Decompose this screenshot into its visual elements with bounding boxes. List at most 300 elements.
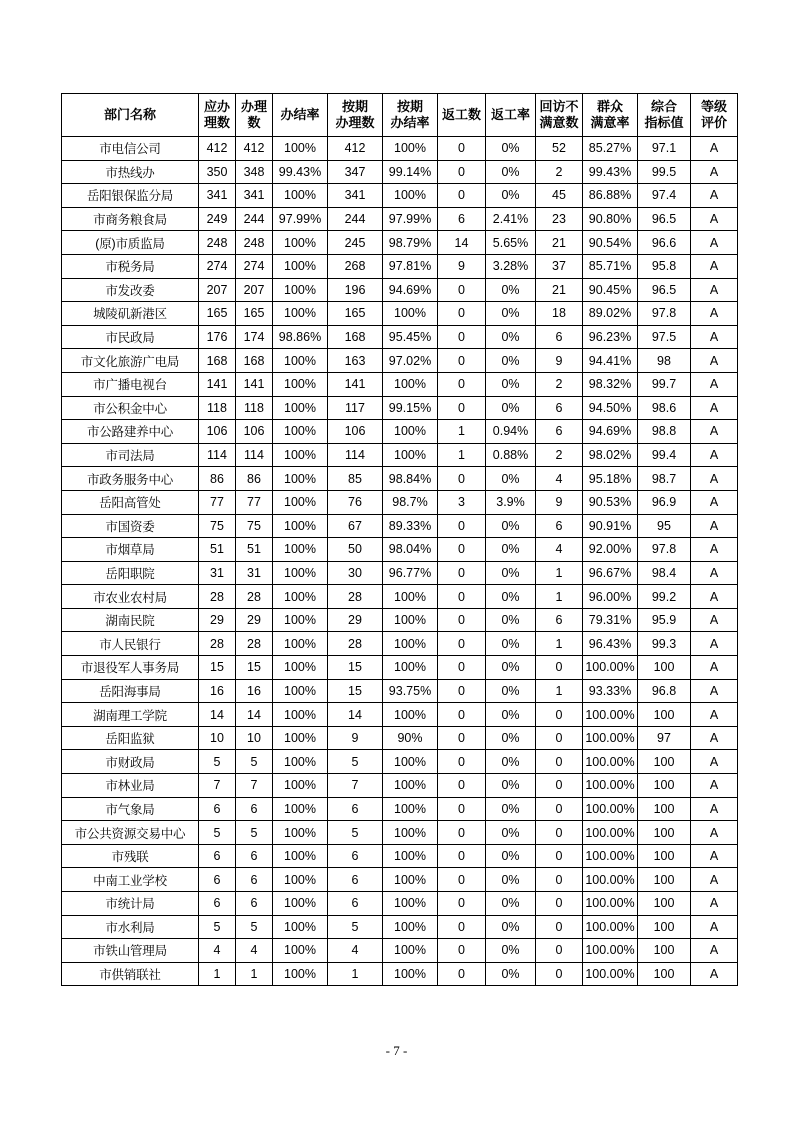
table-cell: 0 bbox=[438, 868, 486, 892]
table-cell: 79.31% bbox=[583, 608, 638, 632]
table-cell: 207 bbox=[236, 278, 273, 302]
table-cell: 341 bbox=[236, 184, 273, 208]
table-cell: 0 bbox=[536, 656, 583, 680]
table-row bbox=[62, 892, 738, 916]
table-cell: 0 bbox=[438, 892, 486, 916]
table-cell: 0 bbox=[438, 278, 486, 302]
table-cell: 93.33% bbox=[583, 679, 638, 703]
table-header-row bbox=[62, 94, 738, 137]
table-cell: 106 bbox=[236, 420, 273, 444]
table-cell: 6 bbox=[199, 868, 236, 892]
table-cell: 0 bbox=[438, 962, 486, 986]
table-cell: 100% bbox=[273, 962, 328, 986]
department-name-cell: 市烟草局 bbox=[62, 538, 199, 562]
table-cell: 0 bbox=[438, 608, 486, 632]
table-cell: 16 bbox=[199, 679, 236, 703]
column-header bbox=[383, 94, 438, 137]
table-row bbox=[62, 443, 738, 467]
column-header bbox=[691, 94, 738, 137]
column-header-line: 办理数 bbox=[335, 115, 375, 130]
column-header bbox=[328, 94, 383, 137]
table-cell: 0 bbox=[536, 821, 583, 845]
table-cell: 100% bbox=[383, 656, 438, 680]
table-cell: 0 bbox=[536, 750, 583, 774]
table-cell: 0% bbox=[486, 962, 536, 986]
table-cell: A bbox=[691, 231, 738, 255]
table-cell: 7 bbox=[199, 774, 236, 798]
table-cell: 0 bbox=[438, 538, 486, 562]
table-cell: A bbox=[691, 561, 738, 585]
table-cell: 0 bbox=[536, 939, 583, 963]
table-cell: A bbox=[691, 585, 738, 609]
table-row bbox=[62, 726, 738, 750]
table-cell: 100% bbox=[273, 608, 328, 632]
table-row bbox=[62, 750, 738, 774]
department-name-cell: 市商务粮食局 bbox=[62, 207, 199, 231]
table-cell: 100% bbox=[383, 184, 438, 208]
table-cell: 100% bbox=[273, 231, 328, 255]
department-name-cell: 中南工业学校 bbox=[62, 868, 199, 892]
table-cell: A bbox=[691, 349, 738, 373]
table-row bbox=[62, 915, 738, 939]
table-cell: 4 bbox=[328, 939, 383, 963]
table-cell: 100% bbox=[273, 396, 328, 420]
table-cell: 3 bbox=[438, 490, 486, 514]
table-cell: 100% bbox=[273, 750, 328, 774]
table-cell: 347 bbox=[328, 160, 383, 184]
table-cell: 0% bbox=[486, 656, 536, 680]
table-cell: 96.9 bbox=[638, 490, 691, 514]
table-cell: 90% bbox=[383, 726, 438, 750]
department-name-cell: 市政务服务中心 bbox=[62, 467, 199, 491]
column-header-line: 指标值 bbox=[644, 115, 684, 130]
table-cell: 100.00% bbox=[583, 915, 638, 939]
table-cell: 0.94% bbox=[486, 420, 536, 444]
table-cell: 100% bbox=[383, 703, 438, 727]
table-cell: 98.02% bbox=[583, 443, 638, 467]
table-cell: 98 bbox=[638, 349, 691, 373]
table-cell: 6 bbox=[328, 797, 383, 821]
table-cell: 98.8 bbox=[638, 420, 691, 444]
table-cell: 95.18% bbox=[583, 467, 638, 491]
table-cell: 9 bbox=[536, 349, 583, 373]
column-header bbox=[536, 94, 583, 137]
table-cell: 412 bbox=[236, 137, 273, 161]
table-cell: A bbox=[691, 372, 738, 396]
table-cell: 348 bbox=[236, 160, 273, 184]
table-cell: 98.32% bbox=[583, 372, 638, 396]
table-row bbox=[62, 844, 738, 868]
table-cell: A bbox=[691, 868, 738, 892]
table-cell: A bbox=[691, 443, 738, 467]
table-cell: 0 bbox=[536, 797, 583, 821]
table-cell: 163 bbox=[328, 349, 383, 373]
table-cell: 100.00% bbox=[583, 774, 638, 798]
table-cell: 0% bbox=[486, 137, 536, 161]
table-cell: 6 bbox=[536, 608, 583, 632]
table-row bbox=[62, 231, 738, 255]
table-cell: 0 bbox=[438, 302, 486, 326]
table-cell: 5 bbox=[328, 915, 383, 939]
table-cell: 98.86% bbox=[273, 325, 328, 349]
table-cell: 96.67% bbox=[583, 561, 638, 585]
table-cell: 0% bbox=[486, 632, 536, 656]
table-cell: 165 bbox=[199, 302, 236, 326]
table-cell: 196 bbox=[328, 278, 383, 302]
table-cell: 100% bbox=[383, 821, 438, 845]
table-cell: 100 bbox=[638, 656, 691, 680]
table-cell: 0% bbox=[486, 538, 536, 562]
column-header-line: 群众 bbox=[596, 99, 623, 114]
table-cell: 100% bbox=[273, 349, 328, 373]
table-cell: 0 bbox=[438, 396, 486, 420]
column-header-line: 返工率 bbox=[490, 107, 530, 122]
table-cell: A bbox=[691, 302, 738, 326]
column-header-line: 部门名称 bbox=[103, 107, 156, 122]
table-cell: 100% bbox=[273, 467, 328, 491]
department-name-cell: 城陵矶新港区 bbox=[62, 302, 199, 326]
table-cell: 100% bbox=[273, 514, 328, 538]
table-cell: 21 bbox=[536, 231, 583, 255]
table-cell: 274 bbox=[199, 254, 236, 278]
table-cell: 100 bbox=[638, 703, 691, 727]
department-name-cell: 市退役军人事务局 bbox=[62, 656, 199, 680]
table-row bbox=[62, 868, 738, 892]
table-cell: 118 bbox=[199, 396, 236, 420]
table-cell: 97.5 bbox=[638, 325, 691, 349]
table-row bbox=[62, 538, 738, 562]
table-cell: 10 bbox=[236, 726, 273, 750]
table-cell: A bbox=[691, 396, 738, 420]
table-cell: 0 bbox=[438, 656, 486, 680]
table-cell: 100% bbox=[273, 915, 328, 939]
table-cell: 15 bbox=[328, 656, 383, 680]
table-cell: 98.4 bbox=[638, 561, 691, 585]
department-name-cell: 湖南理工学院 bbox=[62, 703, 199, 727]
table-row bbox=[62, 561, 738, 585]
table-cell: 3.9% bbox=[486, 490, 536, 514]
table-cell: A bbox=[691, 184, 738, 208]
table-cell: 52 bbox=[536, 137, 583, 161]
table-cell: 100% bbox=[273, 726, 328, 750]
table-cell: 0 bbox=[438, 467, 486, 491]
table-cell: 0 bbox=[438, 372, 486, 396]
table-cell: A bbox=[691, 656, 738, 680]
table-cell: 100% bbox=[383, 372, 438, 396]
table-cell: 0 bbox=[438, 514, 486, 538]
table-cell: 0% bbox=[486, 325, 536, 349]
table-cell: 100.00% bbox=[583, 939, 638, 963]
table-cell: 6 bbox=[328, 892, 383, 916]
table-cell: 85 bbox=[328, 467, 383, 491]
table-cell: 90.53% bbox=[583, 490, 638, 514]
table-cell: 0% bbox=[486, 939, 536, 963]
table-cell: 100% bbox=[273, 302, 328, 326]
column-header-line: 回访不 bbox=[539, 99, 579, 114]
table-cell: 6 bbox=[236, 868, 273, 892]
table-cell: 100.00% bbox=[583, 797, 638, 821]
table-cell: 0 bbox=[438, 703, 486, 727]
table-cell: 2.41% bbox=[486, 207, 536, 231]
table-cell: 29 bbox=[199, 608, 236, 632]
page-number: - 7 - bbox=[385, 1043, 408, 1058]
table-cell: 15 bbox=[328, 679, 383, 703]
table-cell: 244 bbox=[236, 207, 273, 231]
table-cell: 0% bbox=[486, 608, 536, 632]
table-cell: 6 bbox=[236, 892, 273, 916]
table-cell: 100% bbox=[383, 797, 438, 821]
table-cell: 67 bbox=[328, 514, 383, 538]
table-cell: 0 bbox=[438, 184, 486, 208]
table-cell: 99.14% bbox=[383, 160, 438, 184]
department-name-cell: 湖南民院 bbox=[62, 608, 199, 632]
department-name-cell: 市公共资源交易中心 bbox=[62, 821, 199, 845]
table-cell: 114 bbox=[236, 443, 273, 467]
table-cell: 174 bbox=[236, 325, 273, 349]
table-cell: 51 bbox=[199, 538, 236, 562]
table-row bbox=[62, 396, 738, 420]
table-row bbox=[62, 372, 738, 396]
column-header bbox=[486, 94, 536, 137]
table-cell: 244 bbox=[328, 207, 383, 231]
table-cell: 0 bbox=[438, 349, 486, 373]
table-cell: 98.79% bbox=[383, 231, 438, 255]
table-cell: A bbox=[691, 278, 738, 302]
table-cell: 1 bbox=[328, 962, 383, 986]
department-name-cell: 市统计局 bbox=[62, 892, 199, 916]
table-cell: 0 bbox=[536, 774, 583, 798]
table-cell: 141 bbox=[199, 372, 236, 396]
table-cell: 100% bbox=[273, 372, 328, 396]
table-cell: 0% bbox=[486, 892, 536, 916]
table-cell: 28 bbox=[328, 585, 383, 609]
table-cell: 5 bbox=[199, 750, 236, 774]
table-cell: 0 bbox=[536, 892, 583, 916]
table-cell: 249 bbox=[199, 207, 236, 231]
table-cell: 0 bbox=[438, 561, 486, 585]
table-cell: 96.5 bbox=[638, 278, 691, 302]
table-cell: 37 bbox=[536, 254, 583, 278]
table-cell: 245 bbox=[328, 231, 383, 255]
table-row bbox=[62, 939, 738, 963]
table-cell: 86.88% bbox=[583, 184, 638, 208]
table-cell: 118 bbox=[236, 396, 273, 420]
table-cell: A bbox=[691, 962, 738, 986]
table-cell: A bbox=[691, 254, 738, 278]
table-row bbox=[62, 160, 738, 184]
table-cell: 86 bbox=[199, 467, 236, 491]
department-name-cell: 市财政局 bbox=[62, 750, 199, 774]
column-header-line: 综合 bbox=[650, 99, 677, 114]
table-cell: 268 bbox=[328, 254, 383, 278]
table-cell: 2 bbox=[536, 443, 583, 467]
table-cell: 248 bbox=[199, 231, 236, 255]
table-cell: 100% bbox=[383, 420, 438, 444]
table-cell: 0% bbox=[486, 585, 536, 609]
table-cell: 100% bbox=[383, 608, 438, 632]
table-cell: 98.04% bbox=[383, 538, 438, 562]
table-cell: 106 bbox=[328, 420, 383, 444]
table-cell: 0.88% bbox=[486, 443, 536, 467]
table-cell: 85.27% bbox=[583, 137, 638, 161]
table-cell: 0 bbox=[536, 726, 583, 750]
department-name-cell: 市文化旅游广电局 bbox=[62, 349, 199, 373]
table-cell: 0% bbox=[486, 396, 536, 420]
table-cell: 100% bbox=[273, 797, 328, 821]
column-header-line: 评价 bbox=[700, 115, 727, 130]
table-cell: A bbox=[691, 420, 738, 444]
table-cell: 29 bbox=[236, 608, 273, 632]
table-cell: 90.45% bbox=[583, 278, 638, 302]
table-cell: A bbox=[691, 137, 738, 161]
table-cell: 6 bbox=[536, 514, 583, 538]
table-cell: 1 bbox=[536, 585, 583, 609]
column-header-line: 办理 bbox=[240, 99, 267, 114]
table-cell: 28 bbox=[199, 632, 236, 656]
table-cell: 0 bbox=[438, 325, 486, 349]
table-cell: 341 bbox=[199, 184, 236, 208]
table-cell: 100% bbox=[383, 844, 438, 868]
table-cell: 2 bbox=[536, 372, 583, 396]
table-cell: 97.1 bbox=[638, 137, 691, 161]
table-cell: A bbox=[691, 160, 738, 184]
table-cell: 0 bbox=[536, 868, 583, 892]
table-cell: 168 bbox=[328, 325, 383, 349]
table-cell: 0% bbox=[486, 302, 536, 326]
table-cell: 5 bbox=[236, 915, 273, 939]
department-name-cell: 市热线办 bbox=[62, 160, 199, 184]
table-cell: 6 bbox=[536, 420, 583, 444]
table-cell: 100% bbox=[383, 750, 438, 774]
table-cell: 274 bbox=[236, 254, 273, 278]
table-cell: 97.99% bbox=[383, 207, 438, 231]
department-name-cell: 市气象局 bbox=[62, 797, 199, 821]
column-header-line: 按期 bbox=[396, 99, 423, 114]
table-cell: 0 bbox=[438, 821, 486, 845]
table-cell: 99.2 bbox=[638, 585, 691, 609]
department-name-cell: 市司法局 bbox=[62, 443, 199, 467]
table-cell: 94.69% bbox=[383, 278, 438, 302]
table-cell: 412 bbox=[199, 137, 236, 161]
table-cell: 100 bbox=[638, 962, 691, 986]
table-cell: 1 bbox=[199, 962, 236, 986]
table-cell: 117 bbox=[328, 396, 383, 420]
table-cell: 23 bbox=[536, 207, 583, 231]
table-cell: A bbox=[691, 538, 738, 562]
table-cell: 96.00% bbox=[583, 585, 638, 609]
department-name-cell: 市发改委 bbox=[62, 278, 199, 302]
table-cell: 15 bbox=[236, 656, 273, 680]
table-cell: 29 bbox=[328, 608, 383, 632]
table-cell: 0% bbox=[486, 467, 536, 491]
table-cell: A bbox=[691, 939, 738, 963]
department-name-cell: 市广播电视台 bbox=[62, 372, 199, 396]
table-cell: 3.28% bbox=[486, 254, 536, 278]
table-cell: 90.80% bbox=[583, 207, 638, 231]
table-cell: 100% bbox=[383, 939, 438, 963]
table-cell: A bbox=[691, 632, 738, 656]
table-row bbox=[62, 137, 738, 161]
department-name-cell: 市民政局 bbox=[62, 325, 199, 349]
column-header bbox=[638, 94, 691, 137]
table-cell: 31 bbox=[236, 561, 273, 585]
table-cell: 100 bbox=[638, 774, 691, 798]
department-name-cell: 市公积金中心 bbox=[62, 396, 199, 420]
table-cell: 0 bbox=[438, 726, 486, 750]
table-cell: 6 bbox=[536, 396, 583, 420]
table-cell: 100.00% bbox=[583, 821, 638, 845]
column-header-line: 数 bbox=[247, 115, 261, 130]
table-cell: 0% bbox=[486, 821, 536, 845]
table-cell: 0% bbox=[486, 561, 536, 585]
table-cell: 15 bbox=[199, 656, 236, 680]
table-cell: 0 bbox=[536, 915, 583, 939]
table-cell: 0 bbox=[438, 774, 486, 798]
table-cell: 1 bbox=[438, 443, 486, 467]
table-cell: 0 bbox=[536, 844, 583, 868]
table-cell: 165 bbox=[328, 302, 383, 326]
table-cell: 100% bbox=[273, 278, 328, 302]
table-cell: 0% bbox=[486, 797, 536, 821]
table-cell: 100% bbox=[273, 703, 328, 727]
department-name-cell: 市电信公司 bbox=[62, 137, 199, 161]
table-cell: 100 bbox=[638, 750, 691, 774]
table-cell: 0 bbox=[438, 137, 486, 161]
table-cell: 100% bbox=[273, 939, 328, 963]
department-name-cell: 市水利局 bbox=[62, 915, 199, 939]
table-cell: 95.45% bbox=[383, 325, 438, 349]
table-cell: 99.4 bbox=[638, 443, 691, 467]
table-row bbox=[62, 585, 738, 609]
table-cell: 0 bbox=[438, 797, 486, 821]
table-cell: 6 bbox=[438, 207, 486, 231]
table-cell: 94.69% bbox=[583, 420, 638, 444]
table-cell: 100% bbox=[383, 632, 438, 656]
table-cell: A bbox=[691, 726, 738, 750]
table-cell: 98.7% bbox=[383, 490, 438, 514]
table-row bbox=[62, 490, 738, 514]
column-header-line: 等级 bbox=[700, 99, 727, 114]
table-cell: 0% bbox=[486, 349, 536, 373]
table-cell: 100% bbox=[273, 656, 328, 680]
table-cell: 100.00% bbox=[583, 868, 638, 892]
table-cell: 98.6 bbox=[638, 396, 691, 420]
table-cell: 95.8 bbox=[638, 254, 691, 278]
table-cell: A bbox=[691, 892, 738, 916]
table-cell: 97.4 bbox=[638, 184, 691, 208]
department-name-cell: 岳阳高管处 bbox=[62, 490, 199, 514]
table-cell: A bbox=[691, 915, 738, 939]
table-cell: 89.33% bbox=[383, 514, 438, 538]
table-row bbox=[62, 703, 738, 727]
table-cell: 100.00% bbox=[583, 726, 638, 750]
table-cell: 5 bbox=[199, 915, 236, 939]
column-header bbox=[236, 94, 273, 137]
column-header-line: 办结率 bbox=[280, 107, 320, 122]
table-cell: 100% bbox=[383, 774, 438, 798]
table-cell: 100% bbox=[273, 844, 328, 868]
table-cell: 75 bbox=[236, 514, 273, 538]
column-header bbox=[583, 94, 638, 137]
table-cell: A bbox=[691, 467, 738, 491]
table-cell: 0% bbox=[486, 160, 536, 184]
table-cell: 100% bbox=[273, 561, 328, 585]
table-cell: 100% bbox=[273, 632, 328, 656]
table-cell: 0% bbox=[486, 774, 536, 798]
table-cell: 90.54% bbox=[583, 231, 638, 255]
table-cell: 50 bbox=[328, 538, 383, 562]
table-cell: 207 bbox=[199, 278, 236, 302]
